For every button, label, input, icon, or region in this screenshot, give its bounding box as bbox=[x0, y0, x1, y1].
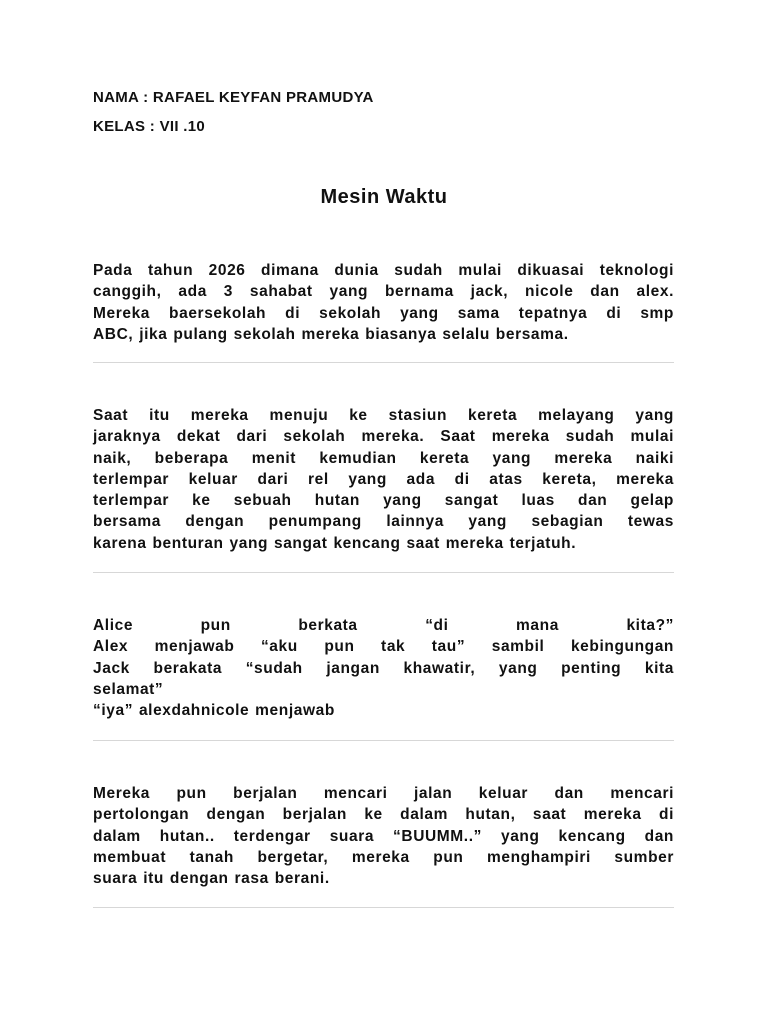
text-line: naik, beberapa menit kemudian kereta yang mereka naiki bbox=[93, 449, 674, 467]
text-line: membuat tanah bergetar, mereka pun menghampiri sumber bbox=[93, 848, 674, 866]
paragraph-2 bbox=[93, 405, 674, 554]
text-line: karena benturan yang sangat kencang saat mereka terjatuh. bbox=[93, 534, 577, 552]
text-line: jaraknya dekat dari sekolah mereka. Saat mereka sudah mulai bbox=[93, 428, 674, 446]
story-title: Mesin Waktu bbox=[320, 186, 448, 208]
paragraph-3 bbox=[93, 615, 674, 721]
text-line: suara itu dengan rasa berani. bbox=[93, 870, 330, 888]
text-line: bersama dengan penumpang lainnya yang sebagian tewas bbox=[93, 513, 674, 531]
text-line: Saat itu mereka menuju ke stasiun kereta melayang yang bbox=[93, 407, 674, 424]
text-line: Pada tahun 2026 dimana dunia sudah mulai dikuasai teknologi bbox=[93, 262, 674, 279]
paragraph-4 bbox=[93, 783, 674, 889]
section-divider bbox=[93, 740, 674, 741]
section-divider bbox=[93, 907, 674, 908]
text-line: “iya” alexdahnicole menjawab bbox=[93, 702, 335, 720]
paragraph-1 bbox=[93, 260, 674, 345]
section-divider bbox=[93, 572, 674, 573]
text-line: pertolongan dengan berjalan ke dalam hutan, saat mereka di bbox=[93, 806, 674, 824]
text-line: selamat” bbox=[93, 680, 164, 698]
text-line: dalam hutan.. terdengar suara “BUUMM..” yang kencang dan bbox=[93, 827, 674, 845]
student-class: KELAS : VII .10 bbox=[93, 118, 206, 135]
text-line: Mereka baersekolah di sekolah yang sama tepatnya di smp bbox=[93, 304, 674, 322]
text-line: Alex menjawab “aku pun tak tau” sambil kebingungan bbox=[93, 638, 674, 656]
text-line: ABC, jika pulang sekolah mereka biasanya selalu bersama. bbox=[93, 325, 569, 343]
text-line: canggih, ada 3 sahabat yang bernama jack, nicole dan alex. bbox=[93, 283, 674, 301]
text-line: terlempar ke sebuah hutan yang sangat luas dan gelap bbox=[93, 492, 674, 510]
text-line: terlempar keluar dari rel yang ada di atas kereta, mereka bbox=[93, 470, 674, 488]
text-line: Alice pun berkata “di mana kita?” bbox=[93, 617, 674, 634]
text-line: Jack berakata “sudah jangan khawatir, yang penting kita bbox=[93, 659, 674, 677]
section-divider bbox=[93, 362, 674, 363]
student-name: NAMA : RAFAEL KEYFAN PRAMUDYA bbox=[93, 89, 374, 106]
text-line: Mereka pun berjalan mencari jalan keluar dan mencari bbox=[93, 785, 674, 802]
